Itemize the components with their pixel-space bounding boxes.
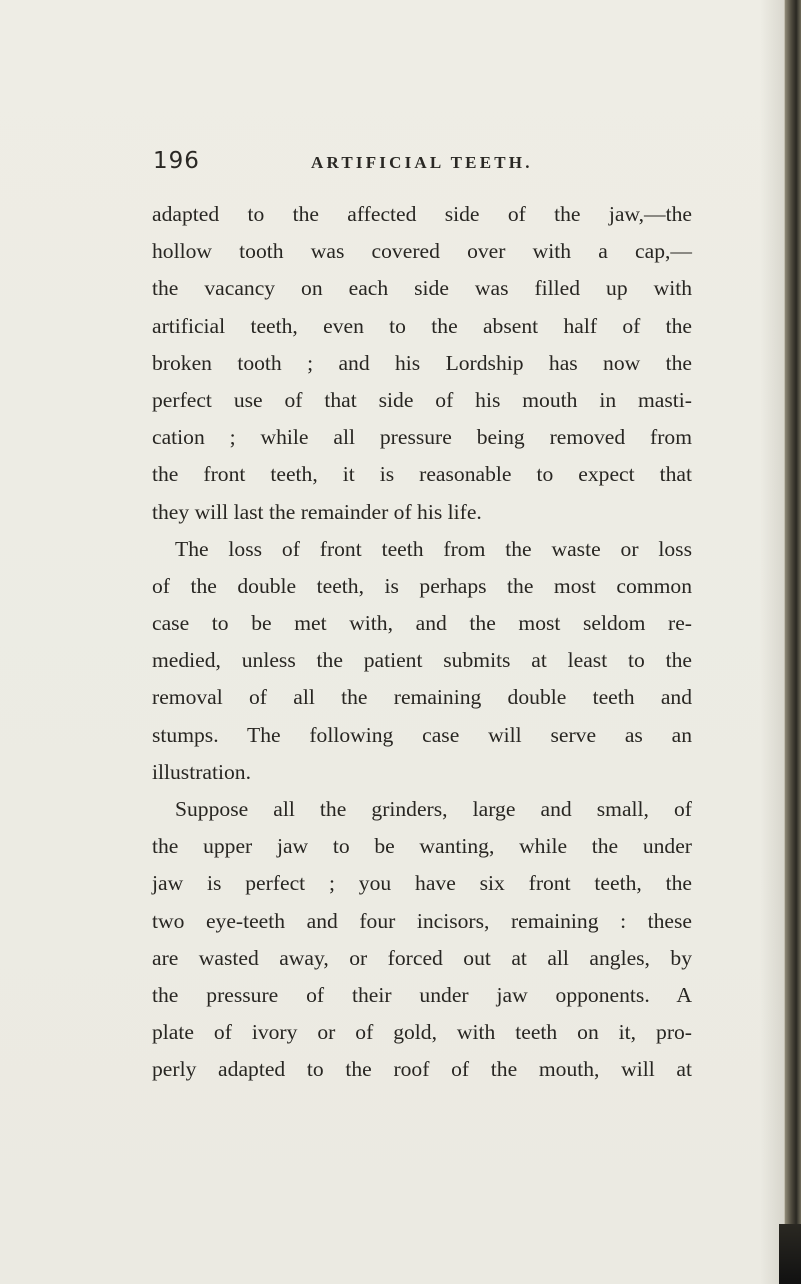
text-line: the front teeth, it is reasonable to expect that [152,462,692,487]
text-line: perly adapted to the roof of the mouth, will at [152,1057,692,1082]
text-line: broken tooth ; and his Lordship has now the [152,350,692,375]
text-line: two eye-teeth and four incisors, remaining : these [152,908,692,933]
page-header [0,148,801,178]
text-line: jaw is perfect ; you have six front teeth, the [152,871,692,896]
text-line: the pressure of their under jaw opponents. A [152,982,692,1007]
text-line: plate of ivory or of gold, with teeth on it, pro- [152,1020,692,1045]
text-line: medied, unless the patient submits at least to the [152,648,692,673]
running-head: ARTIFICIAL TEETH. [311,153,533,172]
page-number: 196 [153,148,200,174]
text-line: cation ; while all pressure being removed from [152,425,692,450]
paragraph-start-line: Suppose all the grinders, large and small, of [175,797,692,821]
text-line: artificial teeth, even to the absent half of the [152,313,692,338]
text-line: removal of all the remaining double teeth and [152,685,692,710]
text-line: perfect use of that side of his mouth in masti- [152,387,692,412]
paragraph-start-line: The loss of front teeth from the waste or loss [175,536,692,561]
body-text [152,196,692,1089]
text-line: stumps. The following case will serve as an [152,722,692,747]
text-line: adapted to the affected side of the jaw,—the [152,202,692,226]
text-line: hollow tooth was covered over with a cap,— [152,239,692,264]
text-line: illustration. [152,759,251,784]
page-corner-shadow [779,1224,801,1284]
text-line: case to be met with, and the most seldom re- [152,611,692,636]
text-line: are wasted away, or forced out at all angles, by [152,945,692,970]
text-line: of the double teeth, is perhaps the most common [152,573,692,598]
text-line: the vacancy on each side was filled up with [152,276,692,301]
text-line: the upper jaw to be wanting, while the under [152,834,692,859]
text-line: they will last the remainder of his life. [152,499,482,524]
page-edge-shadow [785,0,801,1284]
